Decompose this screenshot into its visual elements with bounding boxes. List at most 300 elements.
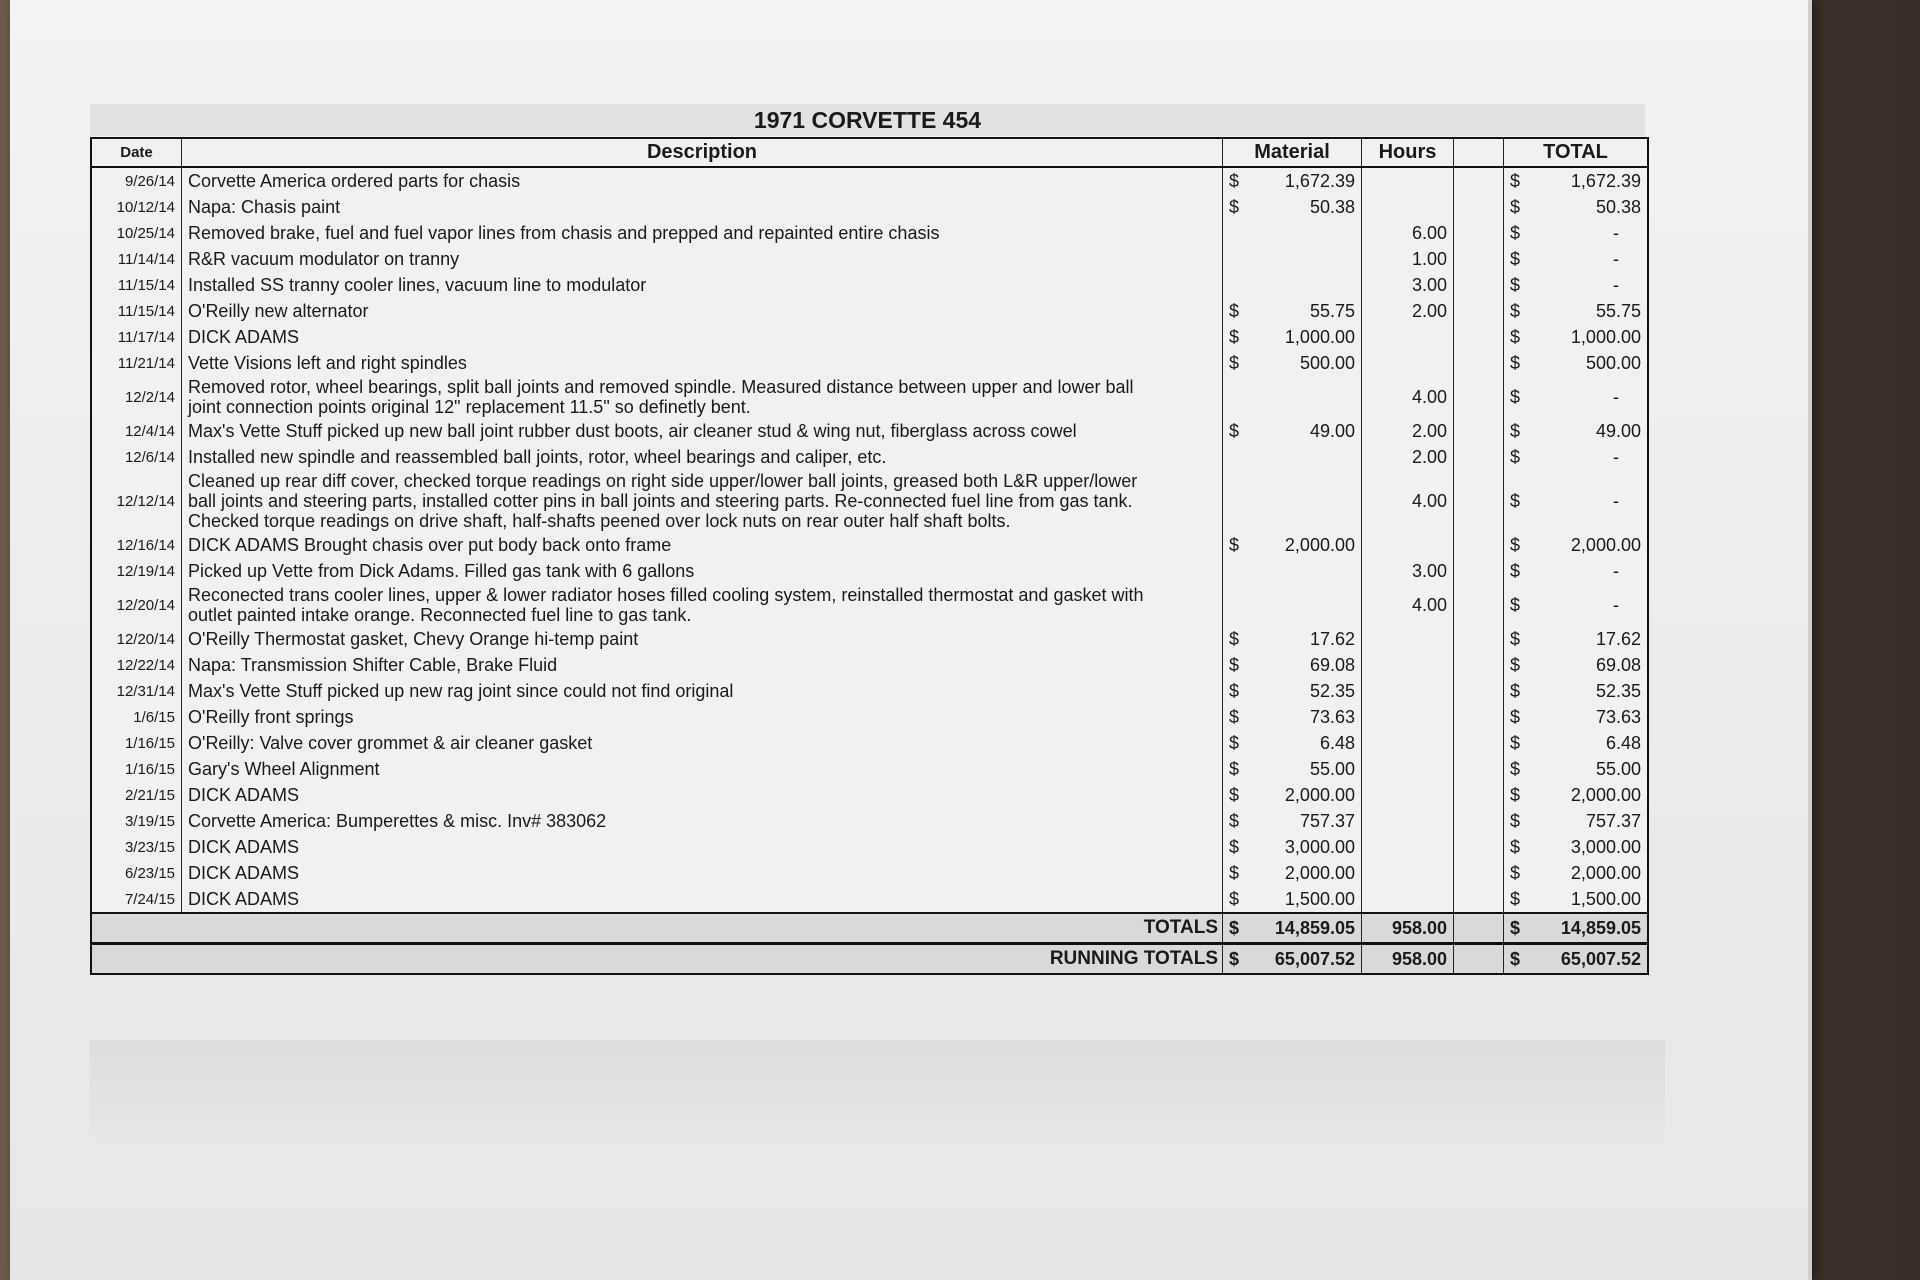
row-material-value: 500.00 [1299, 352, 1355, 373]
row-date [92, 220, 182, 246]
table-row [92, 350, 1647, 376]
row-total [1504, 782, 1647, 808]
row-description-line: DICK ADAMS [188, 326, 300, 347]
table-row [92, 444, 1647, 470]
row-date-text: 12/20/14 [116, 630, 175, 648]
row-hours [1362, 730, 1454, 756]
row-hours [1362, 350, 1454, 376]
row-hours-value: 2.00 [1411, 420, 1447, 441]
row-date-text: 12/4/14 [124, 422, 175, 440]
row-description-lines [188, 325, 299, 350]
row-description-line: O'Reilly: Valve cover grommet & air cleaner gasket [188, 732, 593, 753]
row-material [1223, 834, 1362, 860]
row-blank [1454, 704, 1504, 730]
row-description-line: R&R vacuum modulator on tranny [188, 248, 460, 269]
currency-sign: $ [1229, 732, 1240, 753]
table-row [92, 756, 1647, 782]
table-row [92, 782, 1647, 808]
row-material-value: 52.35 [1309, 680, 1355, 701]
row-material-value: 2,000.00 [1284, 862, 1355, 883]
running-totals-material-value: 65,007.52 [1274, 949, 1355, 969]
totals-total [1504, 914, 1647, 942]
row-total [1504, 168, 1647, 194]
row-material [1223, 168, 1362, 194]
row-description-line: Corvette America: Bumperettes & misc. Inv# 383062 [188, 810, 607, 831]
row-material-value: 73.63 [1309, 706, 1355, 727]
row-description-lines [188, 247, 459, 272]
row-date-text: 12/20/14 [116, 596, 175, 614]
row-description-lines [188, 679, 733, 704]
currency-sign: $ [1510, 274, 1521, 295]
row-total [1504, 860, 1647, 886]
row-date-text: 10/25/14 [116, 224, 175, 242]
totals-blank [1454, 914, 1504, 942]
row-description-lines [188, 195, 340, 220]
row-blank [1454, 324, 1504, 350]
currency-sign: $ [1510, 732, 1521, 753]
row-date [92, 194, 182, 220]
currency-sign: $ [1229, 196, 1240, 217]
row-total-value: 55.00 [1595, 758, 1641, 779]
row-hours [1362, 194, 1454, 220]
table-row [92, 678, 1647, 704]
row-description-lines [188, 887, 299, 912]
row-date-text: 1/6/15 [133, 708, 175, 726]
row-material-value: 1,000.00 [1284, 326, 1355, 347]
currency-sign: $ [1229, 758, 1240, 779]
row-material [1223, 730, 1362, 756]
row-description [182, 704, 1223, 730]
row-description-lines [188, 809, 606, 834]
currency-sign: $ [1229, 706, 1240, 727]
row-hours-value: 3.00 [1411, 560, 1447, 581]
row-hours-value: 4.00 [1411, 490, 1447, 511]
running-totals-row [92, 942, 1647, 973]
table-row [92, 376, 1647, 418]
row-date [92, 704, 182, 730]
row-description-lines [188, 731, 592, 756]
header-material: Material [1223, 139, 1362, 166]
row-total-value: 17.62 [1595, 628, 1641, 649]
row-blank [1454, 678, 1504, 704]
row-description [182, 444, 1223, 470]
row-description [182, 470, 1223, 532]
totals-material [1223, 914, 1362, 942]
row-total-value: 69.08 [1595, 654, 1641, 675]
currency-sign: $ [1510, 628, 1521, 649]
row-description-lines [188, 299, 369, 324]
row-blank [1454, 418, 1504, 444]
row-description [182, 558, 1223, 584]
row-blank [1454, 532, 1504, 558]
row-blank [1454, 168, 1504, 194]
row-description-lines [188, 705, 354, 730]
row-material-value: 50.38 [1309, 196, 1355, 217]
currency-sign: $ [1510, 560, 1521, 581]
row-description [182, 782, 1223, 808]
row-hours [1362, 678, 1454, 704]
currency-sign: $ [1229, 836, 1240, 857]
row-total-value: - [1613, 248, 1619, 269]
row-material [1223, 298, 1362, 324]
row-material-value: 6.48 [1319, 732, 1355, 753]
row-description-line: Gary's Wheel Alignment [188, 758, 380, 779]
table-row [92, 584, 1647, 626]
row-material [1223, 808, 1362, 834]
row-blank [1454, 444, 1504, 470]
row-hours [1362, 272, 1454, 298]
table-row [92, 470, 1647, 532]
table-row [92, 834, 1647, 860]
row-date [92, 532, 182, 558]
row-material [1223, 324, 1362, 350]
row-description-line: Reconected trans cooler lines, upper & lower radiator hoses filled cooling system, reinstalled thermostat and gasket with [188, 585, 1144, 605]
table-row [92, 808, 1647, 834]
row-total [1504, 532, 1647, 558]
row-blank [1454, 756, 1504, 782]
row-description [182, 376, 1223, 418]
row-total-value: 49.00 [1595, 420, 1641, 441]
currency-sign: $ [1229, 784, 1240, 805]
currency-sign: $ [1510, 836, 1521, 857]
row-date-text: 11/15/14 [117, 302, 175, 320]
currency-sign: $ [1229, 862, 1240, 883]
row-date [92, 678, 182, 704]
row-description-line: ball joints and steering parts, installed cotter pins in ball joints and steering parts. Re-connected fuel line from gas tank. [188, 491, 1133, 511]
currency-sign: $ [1229, 352, 1240, 373]
row-material [1223, 220, 1362, 246]
row-total [1504, 194, 1647, 220]
row-description-line: Corvette America ordered parts for chasis [188, 170, 521, 191]
row-total-value: - [1613, 386, 1619, 407]
row-description-line: Cleaned up rear diff cover, checked torque readings on right side upper/lower ball joints, greased both L&R upper/lower [188, 471, 1138, 491]
row-description-lines [188, 559, 694, 584]
row-date-text: 3/23/15 [124, 838, 175, 856]
row-date [92, 350, 182, 376]
row-description [182, 272, 1223, 298]
table-row [92, 886, 1647, 912]
row-material [1223, 350, 1362, 376]
row-description-lines [188, 471, 1137, 531]
row-hours [1362, 834, 1454, 860]
row-description-line: Checked torque readings on drive shaft, half-shafts peened over lock nuts on rear outer half shaft bolts. [188, 511, 1011, 531]
row-description-line: joint connection points original 12" replacement 11.5" so definetly bent. [188, 397, 751, 417]
row-date [92, 246, 182, 272]
row-description-lines [188, 445, 886, 470]
row-description-line: DICK ADAMS [188, 888, 300, 909]
row-hours [1362, 168, 1454, 194]
row-hours-value: 3.00 [1411, 274, 1447, 295]
row-date-text: 6/23/15 [124, 864, 175, 882]
row-date-text: 3/19/15 [124, 812, 175, 830]
currency-sign: $ [1229, 170, 1240, 191]
table-row [92, 220, 1647, 246]
row-date-text: 10/12/14 [116, 198, 175, 216]
row-date [92, 834, 182, 860]
table-row [92, 704, 1647, 730]
row-total-value: 73.63 [1595, 706, 1641, 727]
row-blank [1454, 808, 1504, 834]
currency-sign: $ [1510, 222, 1521, 243]
row-total-value: 500.00 [1585, 352, 1641, 373]
table-row [92, 558, 1647, 584]
row-blank [1454, 782, 1504, 808]
currency-sign: $ [1510, 420, 1521, 441]
row-hours [1362, 782, 1454, 808]
row-material [1223, 584, 1362, 626]
row-description-line: Vette Visions left and right spindles [188, 352, 467, 373]
row-description-line: DICK ADAMS Brought chasis over put body back onto frame [188, 534, 672, 555]
row-description-line: Max's Vette Stuff picked up new ball joint rubber dust boots, air cleaner stud & wing nut, fiberglass across cowel [188, 420, 1077, 441]
currency-sign: $ [1510, 784, 1521, 805]
running-totals-hours: 958.00 [1362, 945, 1454, 973]
row-description [182, 220, 1223, 246]
table-row [92, 418, 1647, 444]
table-row [92, 532, 1647, 558]
row-total [1504, 376, 1647, 418]
row-hours [1362, 220, 1454, 246]
row-date [92, 782, 182, 808]
row-material [1223, 194, 1362, 220]
header-blank [1454, 139, 1504, 166]
row-total [1504, 324, 1647, 350]
row-description-line: Napa: Transmission Shifter Cable, Brake Fluid [188, 654, 558, 675]
row-total [1504, 272, 1647, 298]
currency-sign: $ [1229, 628, 1240, 649]
row-material-value: 1,672.39 [1284, 170, 1355, 191]
row-hours [1362, 444, 1454, 470]
table-row [92, 730, 1647, 756]
table-row [92, 324, 1647, 350]
currency-sign: $ [1229, 300, 1240, 321]
currency-sign: $ [1229, 918, 1240, 938]
currency-sign: $ [1510, 196, 1521, 217]
row-date-text: 12/31/14 [116, 682, 175, 700]
row-date-text: 9/26/14 [124, 172, 175, 190]
row-description [182, 194, 1223, 220]
row-description [182, 532, 1223, 558]
currency-sign: $ [1229, 534, 1240, 555]
row-blank [1454, 470, 1504, 532]
row-date [92, 470, 182, 532]
row-date [92, 298, 182, 324]
currency-sign: $ [1510, 654, 1521, 675]
row-date [92, 324, 182, 350]
row-description-lines [188, 861, 299, 886]
row-total [1504, 886, 1647, 912]
row-total-value: 2,000.00 [1570, 534, 1641, 555]
row-material-value: 55.00 [1309, 758, 1355, 779]
row-total-value: 55.75 [1595, 300, 1641, 321]
row-description [182, 246, 1223, 272]
row-hours [1362, 584, 1454, 626]
row-description-lines [188, 653, 557, 678]
row-material [1223, 860, 1362, 886]
row-description [182, 168, 1223, 194]
row-blank [1454, 298, 1504, 324]
row-material [1223, 652, 1362, 678]
row-total [1504, 418, 1647, 444]
table-row [92, 194, 1647, 220]
row-date [92, 168, 182, 194]
row-material-value: 55.75 [1309, 300, 1355, 321]
row-description-lines [188, 533, 671, 558]
table-row [92, 626, 1647, 652]
row-description-lines [188, 627, 638, 652]
row-hours-value: 6.00 [1411, 222, 1447, 243]
row-total-value: - [1613, 222, 1619, 243]
row-description-line: DICK ADAMS [188, 836, 300, 857]
row-material-value: 757.37 [1299, 810, 1355, 831]
row-total [1504, 470, 1647, 532]
header-description: Description [182, 139, 1223, 166]
row-total-value: 6.48 [1605, 732, 1641, 753]
row-material [1223, 704, 1362, 730]
row-description-lines [188, 585, 1144, 625]
row-hours-value: 1.00 [1411, 248, 1447, 269]
row-blank [1454, 886, 1504, 912]
row-date-text: 12/16/14 [116, 536, 175, 554]
row-total-value: - [1613, 274, 1619, 295]
row-material-value: 3,000.00 [1284, 836, 1355, 857]
currency-sign: $ [1510, 810, 1521, 831]
table-body [92, 168, 1647, 912]
currency-sign: $ [1510, 680, 1521, 701]
row-date [92, 272, 182, 298]
row-hours [1362, 808, 1454, 834]
row-blank [1454, 834, 1504, 860]
row-hours [1362, 324, 1454, 350]
row-material [1223, 782, 1362, 808]
currency-sign: $ [1510, 534, 1521, 555]
row-material-value: 69.08 [1309, 654, 1355, 675]
row-material [1223, 756, 1362, 782]
running-totals-total [1504, 945, 1647, 973]
row-date-text: 11/21/14 [117, 354, 175, 372]
row-material [1223, 418, 1362, 444]
row-date-text: 12/12/14 [116, 492, 175, 510]
currency-sign: $ [1510, 862, 1521, 883]
row-date [92, 808, 182, 834]
currency-sign: $ [1229, 680, 1240, 701]
row-hours [1362, 886, 1454, 912]
totals-label: TOTALS [92, 914, 1223, 942]
row-total-value: 2,000.00 [1570, 784, 1641, 805]
totals-hours: 958.00 [1362, 914, 1454, 942]
row-description-line: Removed rotor, wheel bearings, split ball joints and removed spindle. Measured distance between upper and lower ball [188, 377, 1134, 397]
row-hours [1362, 756, 1454, 782]
row-material [1223, 626, 1362, 652]
row-material-value: 1,500.00 [1284, 888, 1355, 909]
row-total-value: - [1613, 594, 1619, 615]
row-date-text: 1/16/15 [124, 734, 175, 752]
row-date-text: 1/16/15 [124, 760, 175, 778]
paper-edge [1808, 0, 1812, 1280]
document-title: 1971 CORVETTE 454 [90, 104, 1645, 136]
row-total-value: 1,500.00 [1570, 888, 1641, 909]
row-date [92, 886, 182, 912]
row-description [182, 756, 1223, 782]
currency-sign: $ [1510, 446, 1521, 467]
row-hours-value: 2.00 [1411, 446, 1447, 467]
row-material [1223, 246, 1362, 272]
running-totals-material [1223, 945, 1362, 973]
row-date-text: 12/6/14 [124, 448, 175, 466]
totals-total-value: 14,859.05 [1560, 918, 1641, 938]
row-date [92, 444, 182, 470]
row-material [1223, 470, 1362, 532]
row-description [182, 886, 1223, 912]
row-total-value: - [1613, 446, 1619, 467]
row-total [1504, 558, 1647, 584]
currency-sign: $ [1510, 949, 1521, 969]
row-total-value: 3,000.00 [1570, 836, 1641, 857]
row-date-text: 12/19/14 [116, 562, 175, 580]
row-blank [1454, 860, 1504, 886]
row-date [92, 652, 182, 678]
table-row [92, 298, 1647, 324]
row-date [92, 626, 182, 652]
row-total [1504, 246, 1647, 272]
currency-sign: $ [1510, 300, 1521, 321]
row-blank [1454, 272, 1504, 298]
row-description-lines [188, 783, 299, 808]
running-totals-total-value: 65,007.52 [1560, 949, 1641, 969]
row-hours [1362, 298, 1454, 324]
row-description [182, 298, 1223, 324]
row-description-lines [188, 377, 1134, 417]
row-date [92, 418, 182, 444]
row-description-line: Removed brake, fuel and fuel vapor lines from chasis and prepped and repainted entire chasis [188, 222, 940, 243]
row-material-value: 17.62 [1309, 628, 1355, 649]
row-date-text: 12/22/14 [116, 656, 175, 674]
row-material [1223, 886, 1362, 912]
row-material [1223, 444, 1362, 470]
currency-sign: $ [1510, 706, 1521, 727]
row-description [182, 418, 1223, 444]
currency-sign: $ [1510, 888, 1521, 909]
row-total [1504, 444, 1647, 470]
row-material [1223, 272, 1362, 298]
row-total [1504, 756, 1647, 782]
row-hours [1362, 532, 1454, 558]
table-row [92, 272, 1647, 298]
row-description [182, 324, 1223, 350]
currency-sign: $ [1229, 654, 1240, 675]
currency-sign: $ [1510, 326, 1521, 347]
row-description-line: Installed SS tranny cooler lines, vacuum line to modulator [188, 274, 647, 295]
row-date-text: 11/15/14 [117, 276, 175, 294]
row-date-text: 2/21/15 [124, 786, 175, 804]
currency-sign: $ [1510, 352, 1521, 373]
row-description [182, 678, 1223, 704]
row-material-value: 2,000.00 [1284, 784, 1355, 805]
running-totals-blank [1454, 945, 1504, 973]
row-description-line: Picked up Vette from Dick Adams. Filled gas tank with 6 gallons [188, 560, 695, 581]
row-blank [1454, 194, 1504, 220]
row-material-value: 2,000.00 [1284, 534, 1355, 555]
row-total [1504, 808, 1647, 834]
row-total-value: 2,000.00 [1570, 862, 1641, 883]
row-blank [1454, 376, 1504, 418]
row-total-value: 52.35 [1595, 680, 1641, 701]
row-date-text: 12/2/14 [124, 388, 175, 406]
currency-sign: $ [1510, 918, 1521, 938]
row-total [1504, 730, 1647, 756]
row-total [1504, 584, 1647, 626]
currency-sign: $ [1510, 248, 1521, 269]
row-description-lines [188, 351, 467, 376]
